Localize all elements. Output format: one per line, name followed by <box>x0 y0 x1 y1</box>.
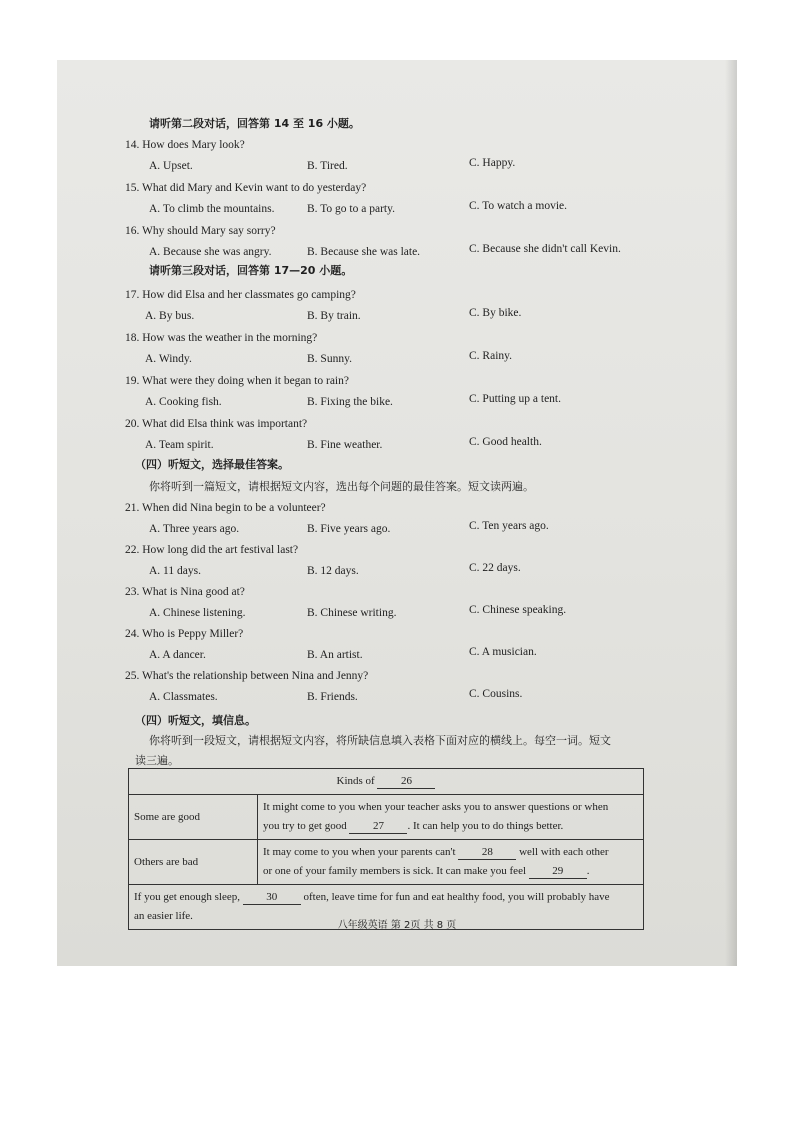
part4b-instruction-1: 你将听到一段短文，请根据短文内容，将所缺信息填入表格下面对应的横线上。每空一词。短文 <box>149 734 611 747</box>
part4b-title: （四）听短文，填信息。 <box>135 714 256 727</box>
question-stem: 19. What were they doing when it began to rain? <box>125 375 349 387</box>
option-a[interactable]: A. Upset. <box>149 160 193 172</box>
option-b[interactable]: B. Fixing the bike. <box>307 396 393 408</box>
option-b[interactable]: B. Friends. <box>307 691 358 703</box>
option-b[interactable]: B. 12 days. <box>307 565 359 577</box>
row-text-bad <box>258 840 644 885</box>
row-text-good <box>258 795 644 840</box>
question-stem: 18. How was the weather in the morning? <box>125 332 318 344</box>
question-stem: 24. Who is Peppy Miller? <box>125 628 244 640</box>
option-c[interactable]: C. Chinese speaking. <box>469 604 567 616</box>
option-c[interactable]: C. Cousins. <box>469 688 523 700</box>
table-header-text: Kinds of <box>336 775 375 787</box>
option-c[interactable]: C. Happy. <box>469 157 516 169</box>
option-b[interactable]: B. By train. <box>307 310 361 322</box>
section2-intro: 请听第二段对话，回答第 14 至 16 小题。 <box>149 117 360 130</box>
option-a[interactable]: A. A dancer. <box>149 649 206 661</box>
blank-29[interactable]: 29 <box>529 865 587 879</box>
info-table <box>128 768 644 930</box>
part4a-instruction: 你将听到一篇短文，请根据短文内容，选出每个问题的最佳答案。短文读两遍。 <box>149 480 534 493</box>
option-b[interactable]: B. Five years ago. <box>307 523 391 535</box>
table-header-row <box>129 769 644 795</box>
option-b[interactable]: B. Sunny. <box>307 353 352 365</box>
table-row-bad <box>129 840 644 885</box>
exam-paper <box>57 60 737 966</box>
table-header-cell <box>129 769 644 795</box>
blank-27[interactable]: 27 <box>349 820 407 834</box>
row2-text-b: well with each other <box>519 846 609 858</box>
option-b[interactable]: B. An artist. <box>307 649 363 661</box>
option-c[interactable]: C. To watch a movie. <box>469 200 567 212</box>
question-stem: 20. What did Elsa think was important? <box>125 418 308 430</box>
row2-text-a: It may come to you when your parents can't <box>263 846 456 858</box>
question-stem: 15. What did Mary and Kevin want to do yesterday? <box>125 182 367 194</box>
question-stem: 22. How long did the art festival last? <box>125 544 299 556</box>
option-a[interactable]: A. By bus. <box>145 310 195 322</box>
row-label-bad: Others are bad <box>129 840 258 885</box>
table-row-good <box>129 795 644 840</box>
question-stem: 23. What is Nina good at? <box>125 586 245 598</box>
option-a[interactable]: A. Team spirit. <box>145 439 214 451</box>
question-stem: 16. Why should Mary say sorry? <box>125 225 276 237</box>
option-a[interactable]: A. Three years ago. <box>149 523 240 535</box>
question-stem: 21. When did Nina begin to be a volunteer? <box>125 502 326 514</box>
option-b[interactable]: B. To go to a party. <box>307 203 395 215</box>
option-c[interactable]: C. Good health. <box>469 436 542 448</box>
part4b-instruction-2: 读三遍。 <box>135 754 179 767</box>
question-stem: 14. How does Mary look? <box>125 139 245 151</box>
row1-text-a: It might come to you when your teacher asks you to answer questions or when <box>263 801 609 813</box>
row-label-good: Some are good <box>129 795 258 840</box>
option-c[interactable]: C. Ten years ago. <box>469 520 549 532</box>
page-footer: 八年级英语 第 2页 共 8 页 <box>337 920 457 931</box>
option-c[interactable]: C. 22 days. <box>469 562 521 574</box>
blank-26[interactable]: 26 <box>377 775 435 789</box>
row2-text-d: . <box>586 865 590 877</box>
option-c[interactable]: C. Putting up a tent. <box>469 393 561 405</box>
row1-text-c: . It can help you to do things better. <box>407 820 564 832</box>
option-a[interactable]: A. To climb the mountains. <box>149 203 275 215</box>
option-a[interactable]: A. Cooking fish. <box>145 396 222 408</box>
row3-text-b: often, leave time for fun and eat healthy food, you will probably have <box>303 891 610 903</box>
option-b[interactable]: B. Because she was late. <box>307 246 421 258</box>
blank-28[interactable]: 28 <box>458 846 516 860</box>
option-a[interactable]: A. 11 days. <box>149 565 201 577</box>
row2-text-c: or one of your family members is sick. It can make you feel <box>263 865 527 877</box>
page-edge-shadow <box>725 60 737 966</box>
question-stem: 17. How did Elsa and her classmates go camping? <box>125 289 356 301</box>
option-a[interactable]: A. Windy. <box>145 353 192 365</box>
option-b[interactable]: B. Fine weather. <box>307 439 383 451</box>
option-a[interactable]: A. Classmates. <box>149 691 218 703</box>
row1-text-b: you try to get good <box>263 820 347 832</box>
exam-page-photo <box>57 60 737 966</box>
section3-intro: 请听第三段对话，回答第 17—20 小题。 <box>149 264 353 277</box>
blank-30[interactable]: 30 <box>243 891 301 905</box>
option-c[interactable]: C. By bike. <box>469 307 522 319</box>
option-b[interactable]: B. Chinese writing. <box>307 607 397 619</box>
part4a-title: （四）听短文，选择最佳答案。 <box>135 458 289 471</box>
option-c[interactable]: C. Rainy. <box>469 350 513 362</box>
row3-text-a: If you get enough sleep, <box>134 891 240 903</box>
option-c[interactable]: C. A musician. <box>469 646 537 658</box>
option-a[interactable]: A. Chinese listening. <box>149 607 246 619</box>
question-stem: 25. What's the relationship between Nina and Jenny? <box>125 670 369 682</box>
option-a[interactable]: A. Because she was angry. <box>149 246 272 258</box>
option-c[interactable]: C. Because she didn't call Kevin. <box>469 243 621 255</box>
row3-text-c: an easier life. <box>134 910 193 922</box>
option-b[interactable]: B. Tired. <box>307 160 348 172</box>
